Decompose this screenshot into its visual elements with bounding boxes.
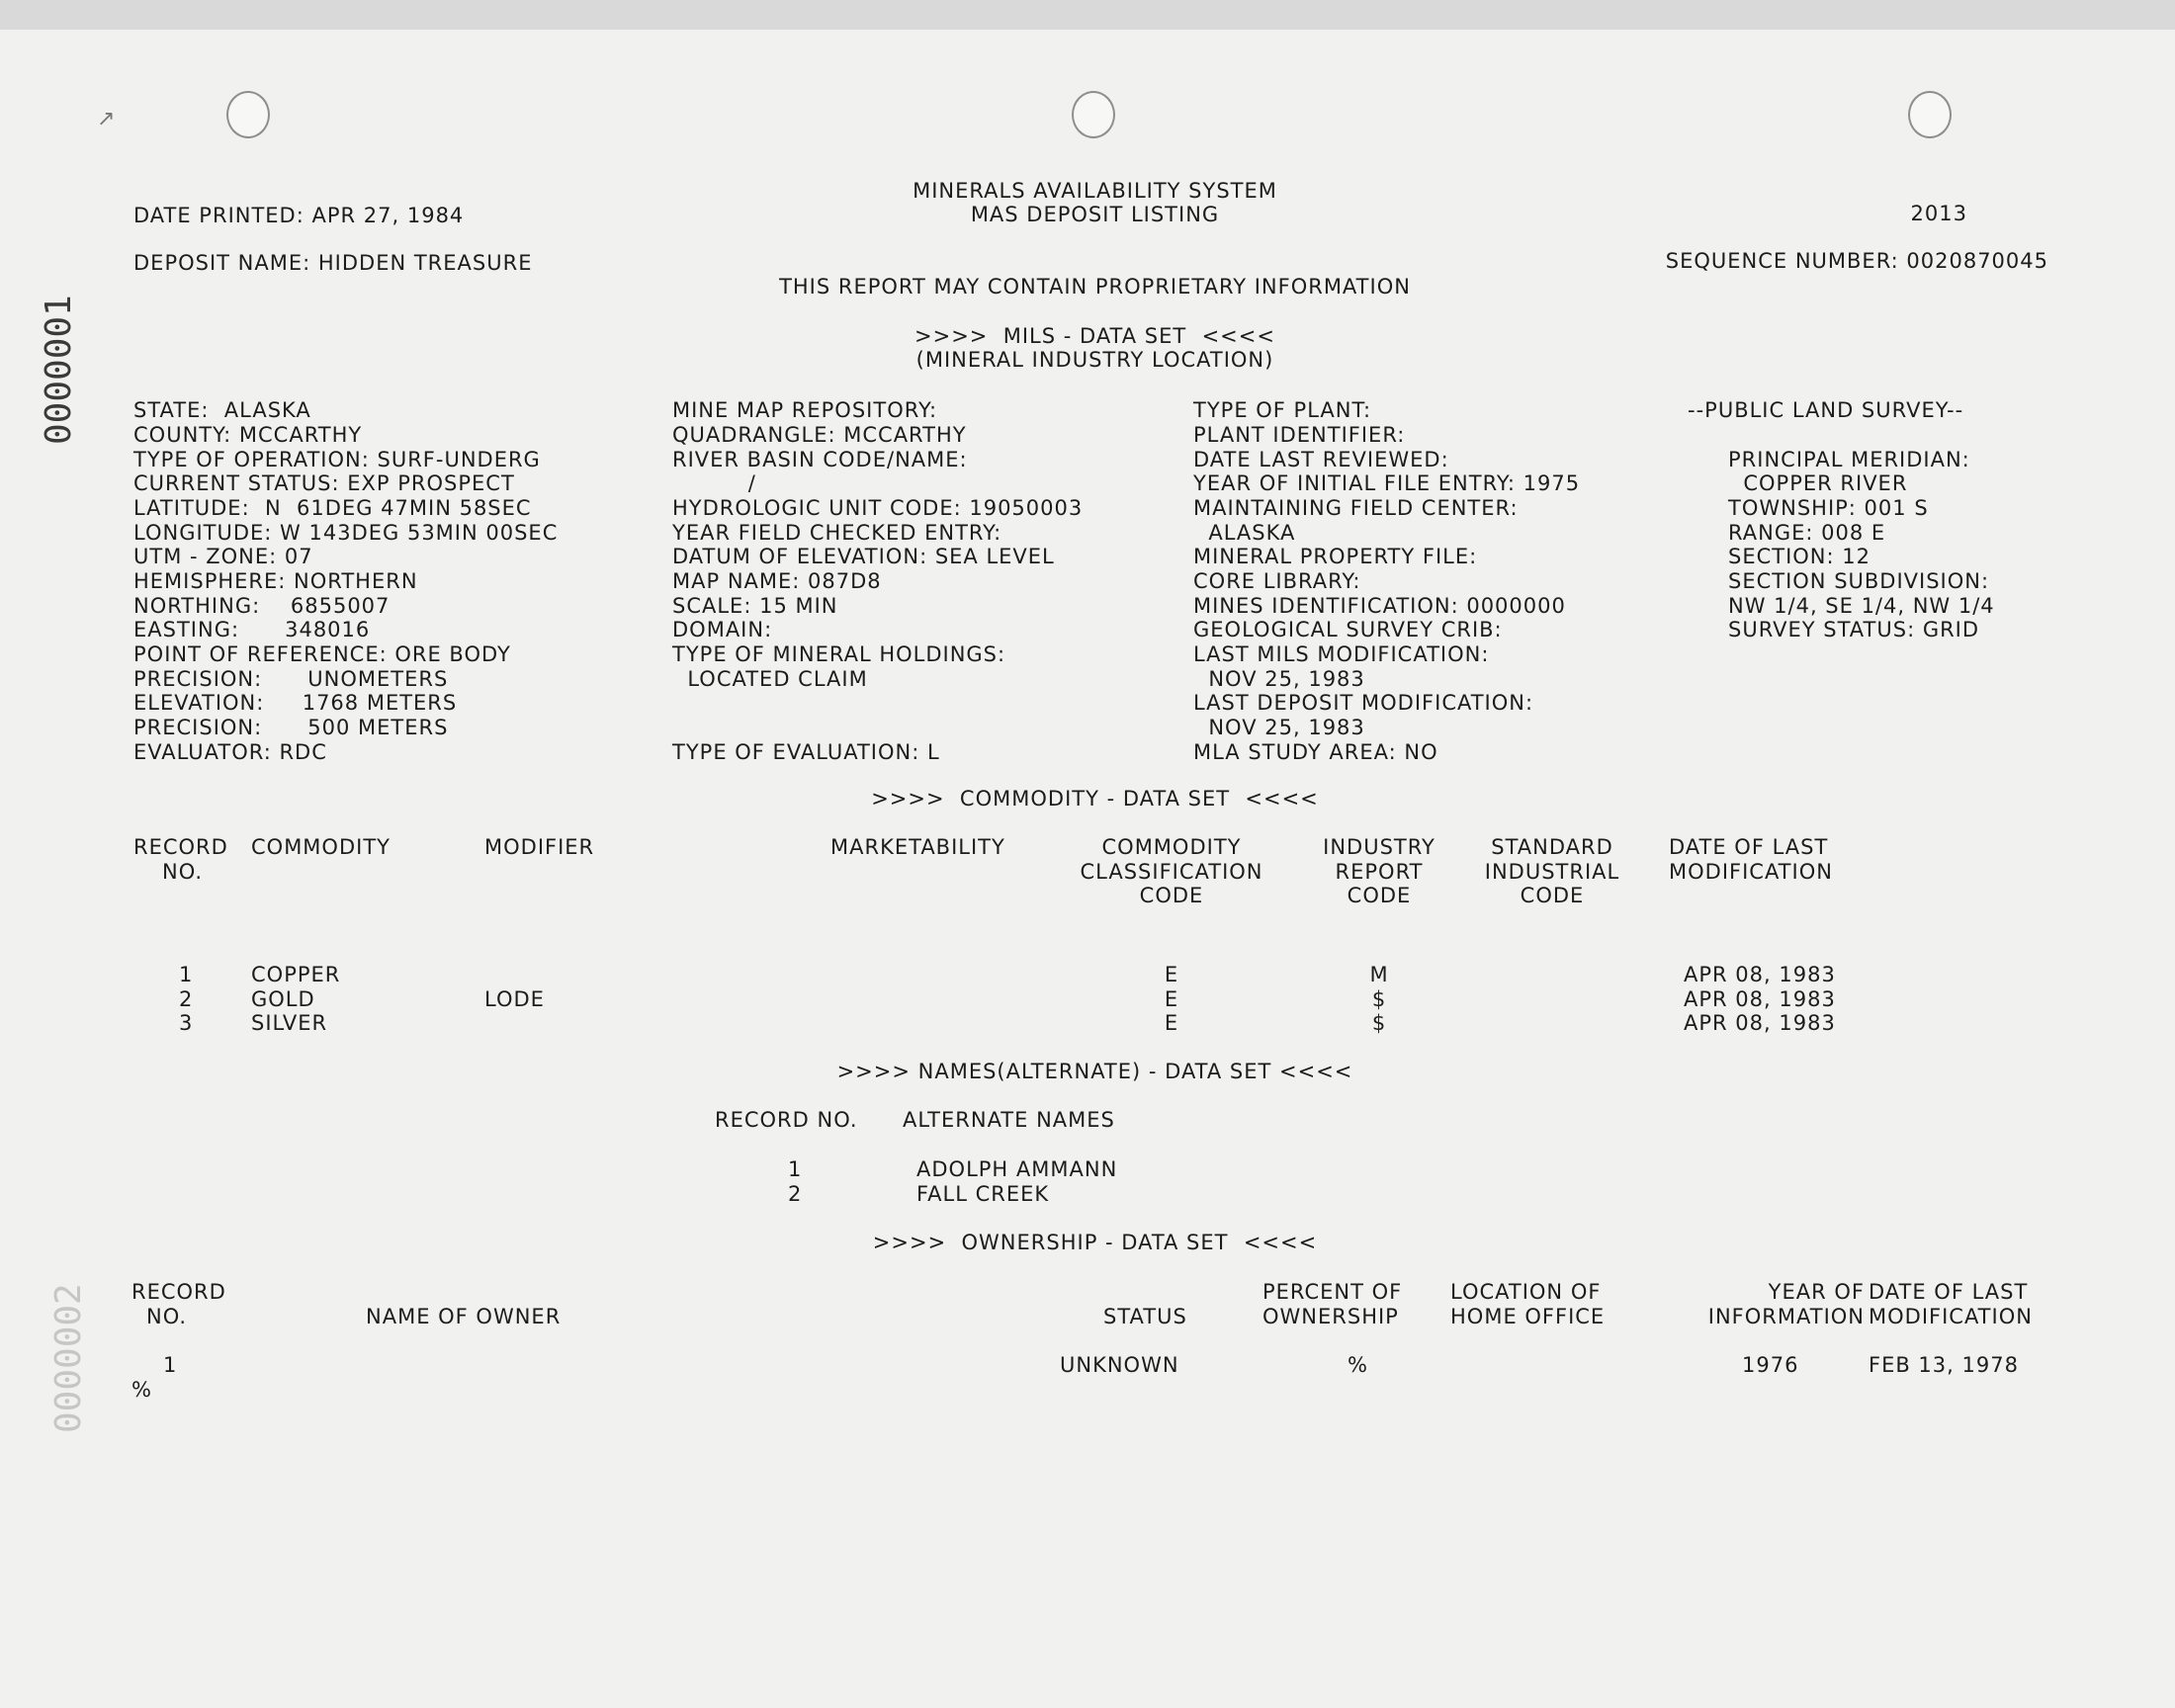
col-header: DATE OF LAST (1869, 1280, 2029, 1304)
mils-field: MINE MAP REPOSITORY: (672, 398, 938, 422)
mils-field: PRECISION: 500 METERS (133, 716, 449, 739)
punch-hole-center (1072, 91, 1115, 138)
mils-field: MLA STUDY AREA: NO (1193, 740, 1438, 764)
mils-field: LAST DEPOSIT MODIFICATION: (1193, 691, 1534, 715)
system-title: MINERALS AVAILABILITY SYSTEM (913, 179, 1277, 203)
mils-field: PRINCIPAL MERIDIAN: (1728, 448, 1970, 471)
mils-field: NOV 25, 1983 (1193, 716, 1365, 739)
cell-alternate-name: ADOLPH AMMANN (916, 1157, 1118, 1181)
ownership-heading: >>>> OWNERSHIP - DATA SET <<<< (872, 1231, 1318, 1254)
cell-alternate-name: FALL CREEK (916, 1182, 1050, 1206)
cell-date: APR 08, 1983 (1684, 987, 1836, 1011)
mils-field: HEMISPHERE: NORTHERN (133, 569, 418, 593)
col-header: RECORD (133, 835, 228, 859)
col-header: COMMODITY (251, 835, 391, 859)
col-header: YEAR OF (1768, 1280, 1865, 1304)
mils-field: / (672, 471, 756, 495)
mils-field: STATE: ALASKA (133, 398, 311, 422)
mils-field: SECTION: 12 (1728, 545, 1870, 568)
col-header: HOME OFFICE (1450, 1305, 1606, 1328)
mils-field: YEAR FIELD CHECKED ENTRY: (672, 521, 1002, 545)
mils-field: TOWNSHIP: 001 S (1728, 496, 1929, 520)
mils-field: TYPE OF EVALUATION: L (672, 740, 940, 764)
mils-field: YEAR OF INITIAL FILE ENTRY: 1975 (1193, 471, 1581, 495)
names-header-record: RECORD NO. (715, 1108, 858, 1132)
col-header: INFORMATION (1707, 1305, 1865, 1328)
col-header: INDUSTRY (1323, 835, 1436, 859)
mils-field: NW 1/4, SE 1/4, NW 1/4 (1728, 594, 1995, 618)
cell-report-code: $ (1371, 1011, 1387, 1035)
mils-field: QUADRANGLE: MCCARTHY (672, 423, 967, 447)
listing-title: MAS DEPOSIT LISTING (970, 203, 1220, 226)
col-header: OWNERSHIP (1262, 1305, 1399, 1328)
cell-modifier: LODE (484, 987, 545, 1011)
mils-field: ELEVATION: 1768 METERS (133, 691, 458, 715)
mils-field: NORTHING: 6855007 (133, 594, 391, 618)
cell-record-no: 1 (788, 1157, 803, 1181)
mils-field: MAP NAME: 087D8 (672, 569, 882, 593)
mils-field: TYPE OF MINERAL HOLDINGS: (672, 642, 1006, 666)
mils-field: UTM - ZONE: 07 (133, 545, 313, 568)
mils-field: --PUBLIC LAND SURVEY-- (1688, 398, 1964, 422)
mils-field: SURVEY STATUS: GRID (1728, 618, 1980, 641)
proprietary-notice: THIS REPORT MAY CONTAIN PROPRIETARY INFORMATION (779, 275, 1411, 299)
punch-hole-right (1908, 91, 1952, 138)
col-header: INDUSTRIAL (1484, 860, 1620, 884)
sequence-number: SEQUENCE NUMBER: 0020870045 (1665, 249, 2048, 273)
mils-field: LONGITUDE: W 143DEG 53MIN 00SEC (133, 521, 559, 545)
mils-field: CORE LIBRARY: (1193, 569, 1361, 593)
mils-field: DATE LAST REVIEWED: (1193, 448, 1449, 471)
col-header: PERCENT OF (1262, 1280, 1403, 1304)
ownership-trailer: % (131, 1378, 152, 1402)
mils-field: MINES IDENTIFICATION: 0000000 (1193, 594, 1566, 618)
mils-field: EVALUATOR: RDC (133, 740, 327, 764)
mils-field: GEOLOGICAL SURVEY CRIB: (1193, 618, 1503, 641)
mils-field: LOCATED CLAIM (672, 667, 868, 691)
document-page (0, 30, 2175, 1708)
mils-field: HYDROLOGIC UNIT CODE: 19050003 (672, 496, 1084, 520)
cell-record-no: 2 (179, 987, 194, 1011)
col-header: STATUS (1103, 1305, 1187, 1328)
cell-percent: % (1348, 1353, 1368, 1377)
deposit-name: DEPOSIT NAME: HIDDEN TREASURE (133, 251, 533, 275)
mils-field: RANGE: 008 E (1728, 521, 1886, 545)
mils-field: POINT OF REFERENCE: ORE BODY (133, 642, 511, 666)
cell-date: APR 08, 1983 (1684, 963, 1836, 986)
col-header: DATE OF LAST (1669, 835, 1829, 859)
names-heading: >>>> NAMES(ALTERNATE) - DATA SET <<<< (836, 1060, 1353, 1083)
col-header: CODE (1520, 884, 1585, 907)
col-header: CLASSIFICATION (1080, 860, 1263, 884)
cell-record-no: 3 (179, 1011, 194, 1035)
mils-field: LATITUDE: N 61DEG 47MIN 58SEC (133, 496, 532, 520)
cell-report-code: M (1369, 963, 1389, 986)
margin-stamp-faint: 0000002 (48, 1283, 89, 1433)
mils-field: MINERAL PROPERTY FILE: (1193, 545, 1478, 568)
cell-year: 1976 (1742, 1353, 1799, 1377)
mils-field: DATUM OF ELEVATION: SEA LEVEL (672, 545, 1055, 568)
margin-stamp: 0000001 (39, 295, 79, 445)
col-header: LOCATION OF (1450, 1280, 1602, 1304)
punch-hole-left (226, 91, 270, 138)
mils-field: PLANT IDENTIFIER: (1193, 423, 1406, 447)
col-header: CODE (1139, 884, 1204, 907)
cell-commodity: GOLD (251, 987, 315, 1011)
mils-field: ALASKA (1193, 521, 1296, 545)
col-header: STANDARD (1491, 835, 1613, 859)
commodity-heading: >>>> COMMODITY - DATA SET <<<< (871, 787, 1319, 811)
cell-status: UNKNOWN (1060, 1353, 1179, 1377)
col-header: NO. (146, 1305, 188, 1328)
cell-record-no: 1 (179, 963, 194, 986)
cell-class-code: E (1164, 1011, 1179, 1035)
mils-field: EASTING: 348016 (133, 618, 371, 641)
mils-field: SCALE: 15 MIN (672, 594, 838, 618)
col-header: NO. (162, 860, 204, 884)
mils-field: MAINTAINING FIELD CENTER: (1193, 496, 1519, 520)
cell-commodity: COPPER (251, 963, 341, 986)
date-printed: DATE PRINTED: APR 27, 1984 (133, 204, 465, 227)
cell-class-code: E (1164, 963, 1179, 986)
mils-field: COPPER RIVER (1728, 471, 1908, 495)
col-header: RECORD (131, 1280, 226, 1304)
cell-date: FEB 13, 1978 (1869, 1353, 2019, 1377)
cell-report-code: $ (1371, 987, 1387, 1011)
col-header: REPORT (1335, 860, 1424, 884)
mils-field: TYPE OF OPERATION: SURF-UNDERG (133, 448, 541, 471)
col-header: CODE (1347, 884, 1412, 907)
pen-mark: ↗ (97, 107, 116, 131)
mils-field: NOV 25, 1983 (1193, 667, 1365, 691)
col-header: MARKETABILITY (830, 835, 1005, 859)
mils-field: COUNTY: MCCARTHY (133, 423, 363, 447)
mils-heading: >>>> MILS - DATA SET <<<< (914, 324, 1275, 348)
col-header: MODIFICATION (1669, 860, 1833, 884)
cell-date: APR 08, 1983 (1684, 1011, 1836, 1035)
col-header: NAME OF OWNER (366, 1305, 562, 1328)
cell-class-code: E (1164, 987, 1179, 1011)
names-header-names: ALTERNATE NAMES (903, 1108, 1115, 1132)
col-header: COMMODITY (1101, 835, 1242, 859)
col-header: MODIFIER (484, 835, 595, 859)
mils-field: PRECISION: UNOMETERS (133, 667, 449, 691)
mils-field: CURRENT STATUS: EXP PROSPECT (133, 471, 515, 495)
mils-field: DOMAIN: (672, 618, 773, 641)
mils-subheading: (MINERAL INDUSTRY LOCATION) (915, 348, 1274, 372)
cell-commodity: SILVER (251, 1011, 328, 1035)
cell-record-no: 1 (163, 1353, 178, 1377)
col-header: MODIFICATION (1869, 1305, 2033, 1328)
mils-field: LAST MILS MODIFICATION: (1193, 642, 1490, 666)
mils-field: SECTION SUBDIVISION: (1728, 569, 1990, 593)
mils-field: TYPE OF PLANT: (1193, 398, 1372, 422)
cell-record-no: 2 (788, 1182, 803, 1206)
mils-field: RIVER BASIN CODE/NAME: (672, 448, 968, 471)
page-code: 2013 (1910, 202, 1967, 225)
